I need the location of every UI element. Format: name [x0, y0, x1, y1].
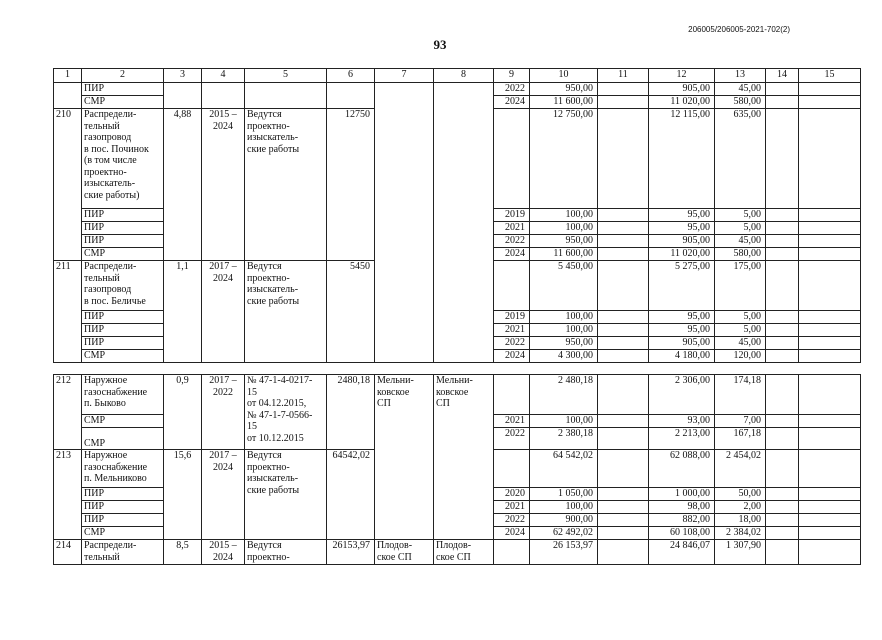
amount-total: 100,00	[530, 222, 598, 235]
cost: 12750	[327, 109, 375, 261]
item-number: 211	[54, 261, 82, 363]
amount-total: 26 153,97	[530, 540, 598, 565]
col-header: 1	[54, 69, 82, 83]
amount-total: 900,00	[530, 514, 598, 527]
amount-total: 11 600,00	[530, 248, 598, 261]
amount-fed: 95,00	[649, 311, 715, 324]
municipality-2: Мельни- ковское СП	[434, 375, 494, 540]
year-cell: 2020	[494, 488, 530, 501]
year-cell: 2021	[494, 501, 530, 514]
amount-total: 950,00	[530, 83, 598, 96]
amount-fed: 882,00	[649, 514, 715, 527]
year-cell: 2022	[494, 337, 530, 350]
amount-total: 5 450,00	[530, 261, 598, 311]
program-table-lower	[53, 374, 861, 565]
status: Ведутся проектно- изыскатель- ские работы	[245, 450, 327, 540]
col-header: 14	[766, 69, 799, 83]
amount-fed: 905,00	[649, 235, 715, 248]
work-type: СМР	[82, 415, 164, 428]
col-header: 3	[164, 69, 202, 83]
col-header: 4	[202, 69, 245, 83]
col-header: 2	[82, 69, 164, 83]
year-cell: 2019	[494, 311, 530, 324]
work-type: СМР	[82, 248, 164, 261]
cost: 2480,18	[327, 375, 375, 450]
object-name: Наружное газоснабжение п. Быково	[82, 375, 164, 415]
work-type: ПИР	[82, 501, 164, 514]
year-cell: 2022	[494, 514, 530, 527]
year-cell: 2024	[494, 96, 530, 109]
amount-fed: 95,00	[649, 209, 715, 222]
amount-fed: 95,00	[649, 222, 715, 235]
amount-fed: 12 115,00	[649, 109, 715, 209]
work-type: ПИР	[82, 488, 164, 501]
amount-total: 950,00	[530, 235, 598, 248]
amount-local: 1 307,90	[715, 540, 766, 565]
amount-total: 100,00	[530, 415, 598, 428]
col-header: 9	[494, 69, 530, 83]
municipality: Мельни- ковское СП	[375, 375, 434, 540]
length: 0,9	[164, 375, 202, 450]
year-cell: 2022	[494, 235, 530, 248]
amount-local: 2,00	[715, 501, 766, 514]
col-header: 6	[327, 69, 375, 83]
year-cell: 2024	[494, 527, 530, 540]
amount-fed: 98,00	[649, 501, 715, 514]
length: 1,1	[164, 261, 202, 363]
amount-local: 45,00	[715, 235, 766, 248]
amount-fed: 24 846,07	[649, 540, 715, 565]
period: 2015 – 2024	[202, 109, 245, 261]
column-numbers-row	[54, 69, 861, 83]
object-name: Распредели- тельный газопровод в пос. Починок (в том числе проектно- изыскатель- ские работы)	[82, 109, 164, 209]
item-number: 213	[54, 450, 82, 540]
status: Ведутся проектно-	[245, 540, 327, 565]
item-number: 214	[54, 540, 82, 565]
col-header: 5	[245, 69, 327, 83]
year-cell: 2021	[494, 415, 530, 428]
object-name: Распредели- тельный	[82, 540, 164, 565]
year-cell: 2024	[494, 350, 530, 363]
amount-total: 2 380,18	[530, 428, 598, 450]
amount-fed: 1 000,00	[649, 488, 715, 501]
amount-total: 64 542,02	[530, 450, 598, 488]
length: 15,6	[164, 450, 202, 540]
col-header: 10	[530, 69, 598, 83]
amount-fed: 62 088,00	[649, 450, 715, 488]
amount-local: 175,00	[715, 261, 766, 311]
period: 2015 – 2024	[202, 540, 245, 565]
amount-local: 2 454,02	[715, 450, 766, 488]
table-row	[54, 375, 861, 415]
amount-total: 2 480,18	[530, 375, 598, 415]
status: № 47-1-4-0217- 15 от 04.12.2015, № 47-1-7-0566- 15 от 10.12.2015	[245, 375, 327, 450]
amount-local: 7,00	[715, 415, 766, 428]
municipality: Плодов- ское СП	[375, 540, 434, 565]
program-table	[53, 68, 861, 363]
amount-local: 167,18	[715, 428, 766, 450]
page-number: 93	[433, 37, 447, 52]
amount-fed: 95,00	[649, 324, 715, 337]
cost: 26153,97	[327, 540, 375, 565]
amount-fed: 905,00	[649, 337, 715, 350]
work-type: ПИР	[82, 235, 164, 248]
amount-fed: 2 306,00	[649, 375, 715, 415]
object-name: Распредели- тельный газопровод в пос. Беличье	[82, 261, 164, 311]
amount-fed: 5 275,00	[649, 261, 715, 311]
table-row	[54, 83, 861, 96]
year-cell: 2022	[494, 428, 530, 450]
amount-local: 174,18	[715, 375, 766, 415]
period: 2017 – 2024	[202, 261, 245, 363]
amount-local: 5,00	[715, 311, 766, 324]
period: 2017 – 2022	[202, 375, 245, 450]
amount-total: 100,00	[530, 324, 598, 337]
amount-total: 4 300,00	[530, 350, 598, 363]
work-type: ПИР	[82, 311, 164, 324]
col-header: 11	[598, 69, 649, 83]
amount-local: 5,00	[715, 222, 766, 235]
col-header: 7	[375, 69, 434, 83]
work-type: СМР	[82, 350, 164, 363]
object-name: Наружное газоснабжение п. Мельниково	[82, 450, 164, 488]
amount-total: 11 600,00	[530, 96, 598, 109]
amount-total: 62 492,02	[530, 527, 598, 540]
amount-fed: 11 020,00	[649, 96, 715, 109]
amount-fed: 11 020,00	[649, 248, 715, 261]
col-header: 8	[434, 69, 494, 83]
amount-local: 5,00	[715, 209, 766, 222]
amount-total: 100,00	[530, 311, 598, 324]
table-row	[54, 540, 861, 565]
col-header: 12	[649, 69, 715, 83]
cost: 5450	[327, 261, 375, 363]
length: 8,5	[164, 540, 202, 565]
work-type: СМР	[82, 527, 164, 540]
work-type: СМР	[82, 428, 164, 450]
status: Ведутся проектно- изыскатель- ские работы	[245, 261, 327, 363]
amount-local: 45,00	[715, 337, 766, 350]
work-type: ПИР	[82, 83, 164, 96]
work-type: ПИР	[82, 324, 164, 337]
amount-total: 100,00	[530, 501, 598, 514]
amount-local: 45,00	[715, 83, 766, 96]
amount-local: 635,00	[715, 109, 766, 209]
work-type: ПИР	[82, 337, 164, 350]
col-header: 15	[799, 69, 861, 83]
year-cell: 2021	[494, 324, 530, 337]
amount-fed: 4 180,00	[649, 350, 715, 363]
amount-fed: 2 213,00	[649, 428, 715, 450]
col-header: 13	[715, 69, 766, 83]
item-number: 212	[54, 375, 82, 450]
year-cell: 2024	[494, 248, 530, 261]
amount-total: 100,00	[530, 209, 598, 222]
document-number: 206005/206005-2021-702(2)	[688, 25, 790, 34]
item-number: 210	[54, 109, 82, 261]
amount-total: 12 750,00	[530, 109, 598, 209]
work-type: ПИР	[82, 514, 164, 527]
amount-local: 580,00	[715, 248, 766, 261]
period: 2017 – 2024	[202, 450, 245, 540]
year-cell: 2019	[494, 209, 530, 222]
amount-local: 2 384,02	[715, 527, 766, 540]
amount-local: 50,00	[715, 488, 766, 501]
year-cell: 2021	[494, 222, 530, 235]
work-type: ПИР	[82, 222, 164, 235]
cost: 64542,02	[327, 450, 375, 540]
amount-local: 18,00	[715, 514, 766, 527]
amount-total: 1 050,00	[530, 488, 598, 501]
amount-local: 5,00	[715, 324, 766, 337]
length: 4,88	[164, 109, 202, 261]
municipality-2: Плодов- ское СП	[434, 540, 494, 565]
amount-local: 120,00	[715, 350, 766, 363]
amount-fed: 60 108,00	[649, 527, 715, 540]
year-cell: 2022	[494, 83, 530, 96]
amount-total: 950,00	[530, 337, 598, 350]
amount-local: 580,00	[715, 96, 766, 109]
amount-fed: 905,00	[649, 83, 715, 96]
work-type: СМР	[82, 96, 164, 109]
status: Ведутся проектно- изыскатель- ские работы	[245, 109, 327, 261]
amount-fed: 93,00	[649, 415, 715, 428]
work-type: ПИР	[82, 209, 164, 222]
